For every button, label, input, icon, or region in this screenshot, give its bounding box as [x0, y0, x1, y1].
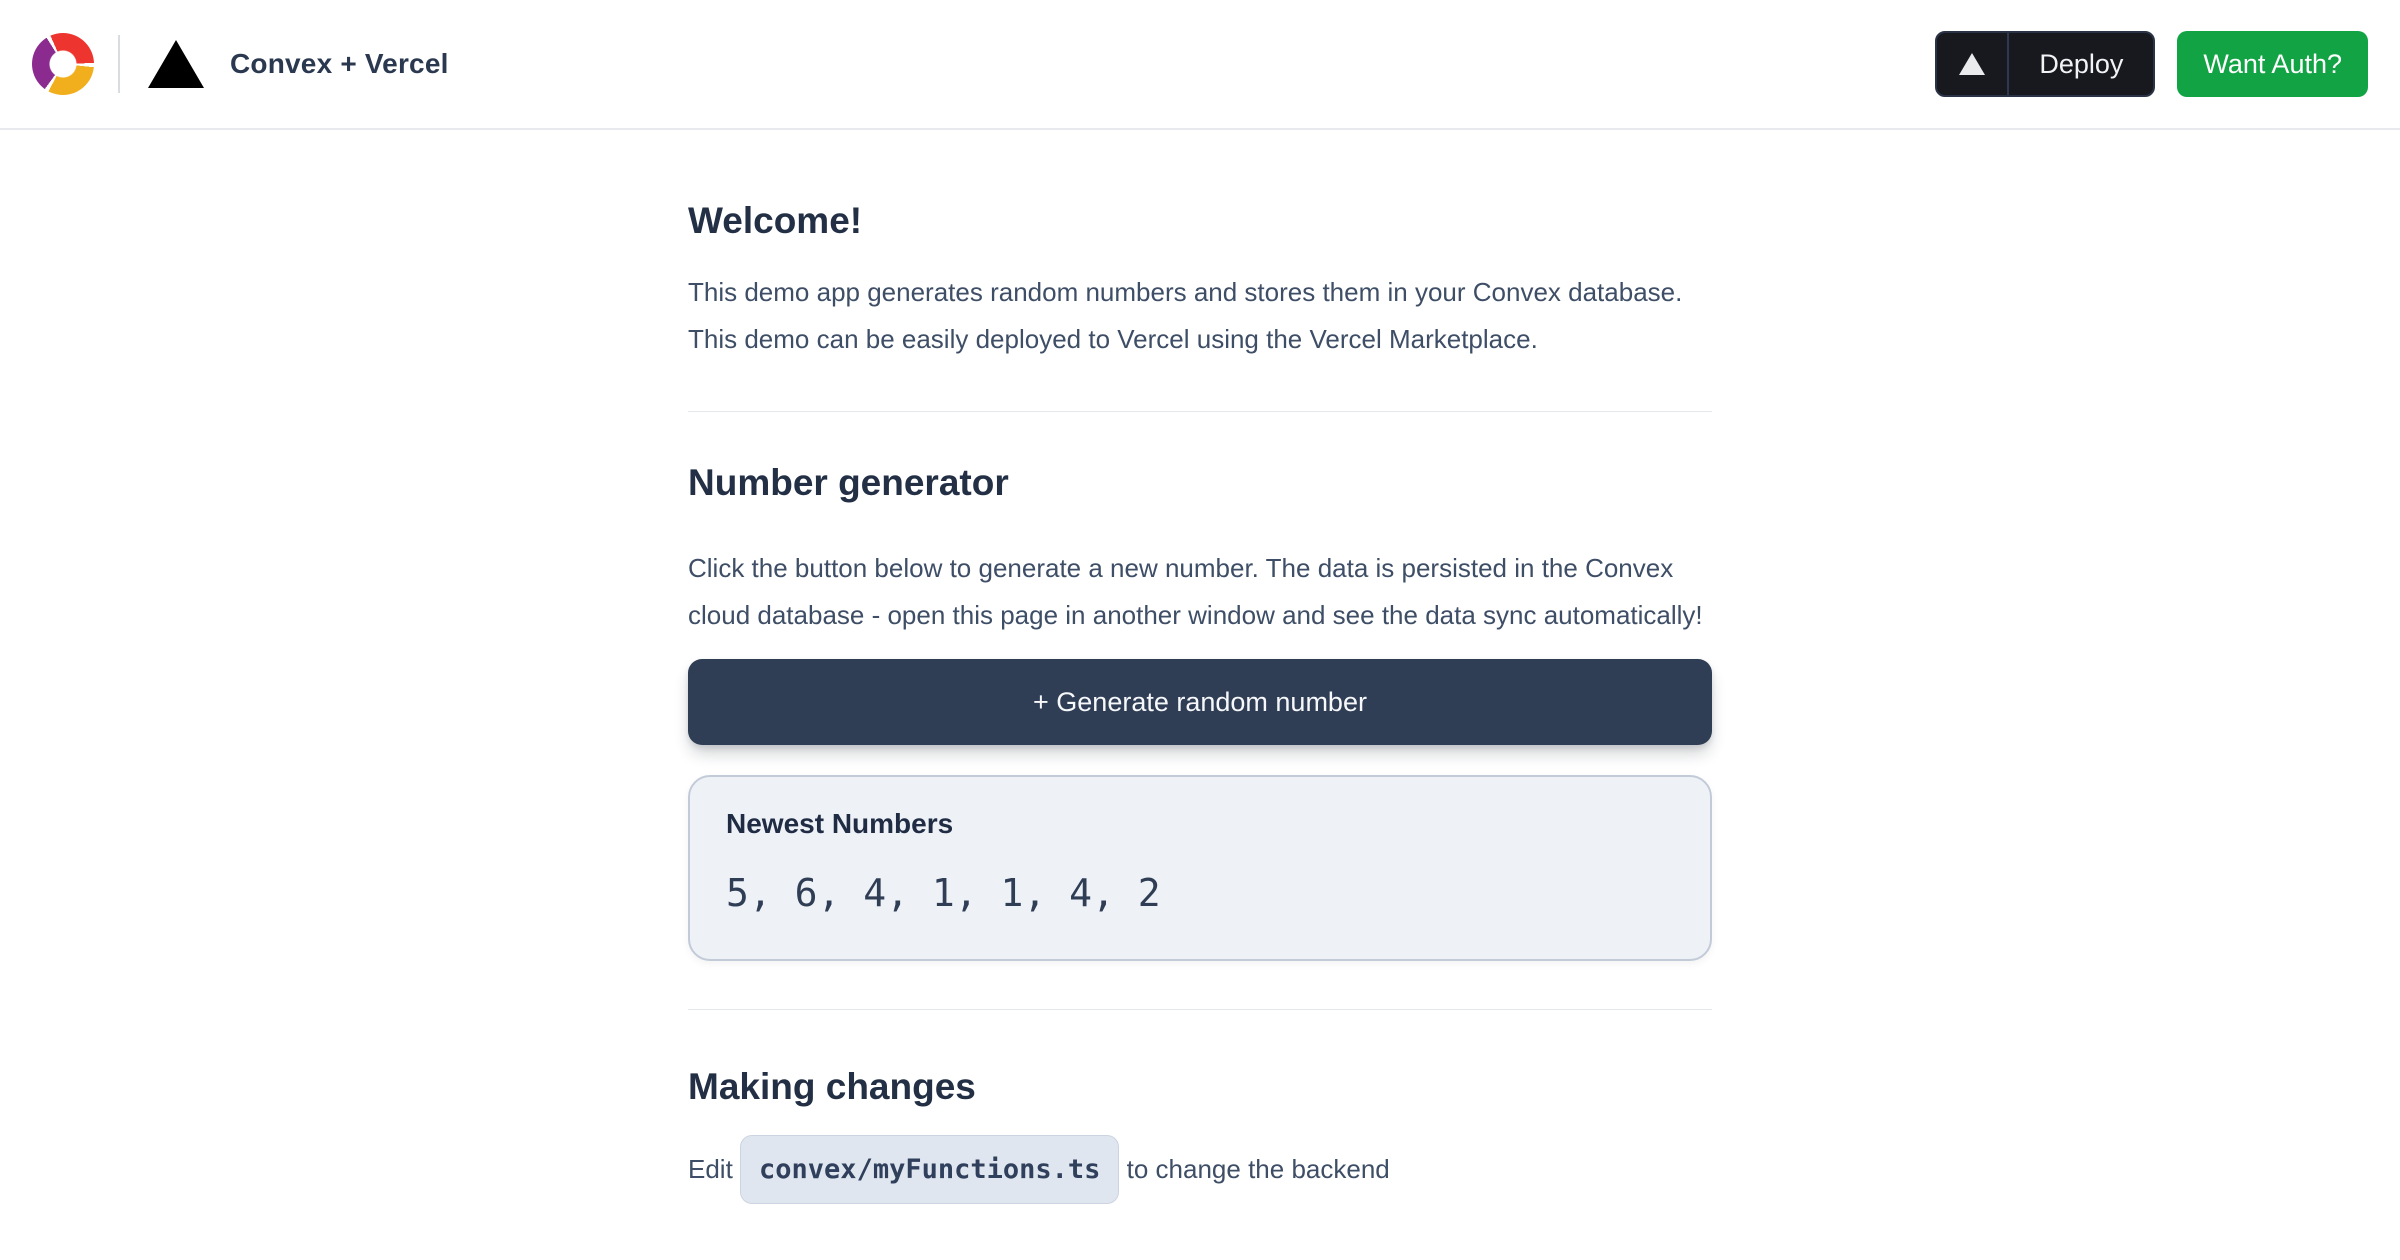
- header-actions: [1935, 31, 2368, 97]
- number-generator-heading: Number generator: [688, 462, 1009, 503]
- vercel-triangle-icon: [148, 40, 204, 88]
- header-brand: [32, 33, 449, 95]
- section-divider: [688, 1009, 1712, 1010]
- making-changes-heading: Making changes: [688, 1066, 976, 1107]
- convex-logo-icon: [32, 33, 94, 95]
- app-header: [0, 0, 2400, 130]
- welcome-body: This demo app generates random numbers and stores them in your Convex database. This demo can be easily deployed to Vercel using the Vercel Marketplace.: [688, 277, 1683, 354]
- making-changes-body: [688, 1135, 1712, 1204]
- newest-numbers-heading: Newest Numbers: [726, 808, 954, 839]
- want-auth-button[interactable]: Want Auth?: [2177, 31, 2368, 97]
- newest-numbers-value: 5, 6, 4, 1, 1, 4, 2: [726, 871, 1161, 915]
- deploy-button[interactable]: [1935, 31, 2155, 97]
- number-generator-body: Click the button below to generate a new number. The data is persisted in the Convex cloud database - open this page in another window and see the data sync automatically!: [688, 553, 1703, 630]
- newest-numbers-card: [688, 775, 1712, 961]
- welcome-heading: Welcome!: [688, 200, 863, 241]
- making-changes-body-suffix: to change the backend: [1126, 1154, 1390, 1184]
- vercel-triangle-icon: [1959, 53, 1985, 75]
- making-changes-body-prefix: Edit: [688, 1154, 741, 1184]
- deploy-button-label: Deploy: [2039, 48, 2124, 79]
- brand-divider: [118, 35, 120, 93]
- main-content: [688, 130, 1712, 1204]
- generate-random-number-button[interactable]: + Generate random number: [688, 659, 1712, 745]
- page-title: Convex + Vercel: [230, 48, 449, 79]
- deploy-button-icon-section: [1937, 33, 2009, 95]
- section-divider: [688, 411, 1712, 412]
- code-chip: convex/myFunctions.ts: [740, 1135, 1119, 1204]
